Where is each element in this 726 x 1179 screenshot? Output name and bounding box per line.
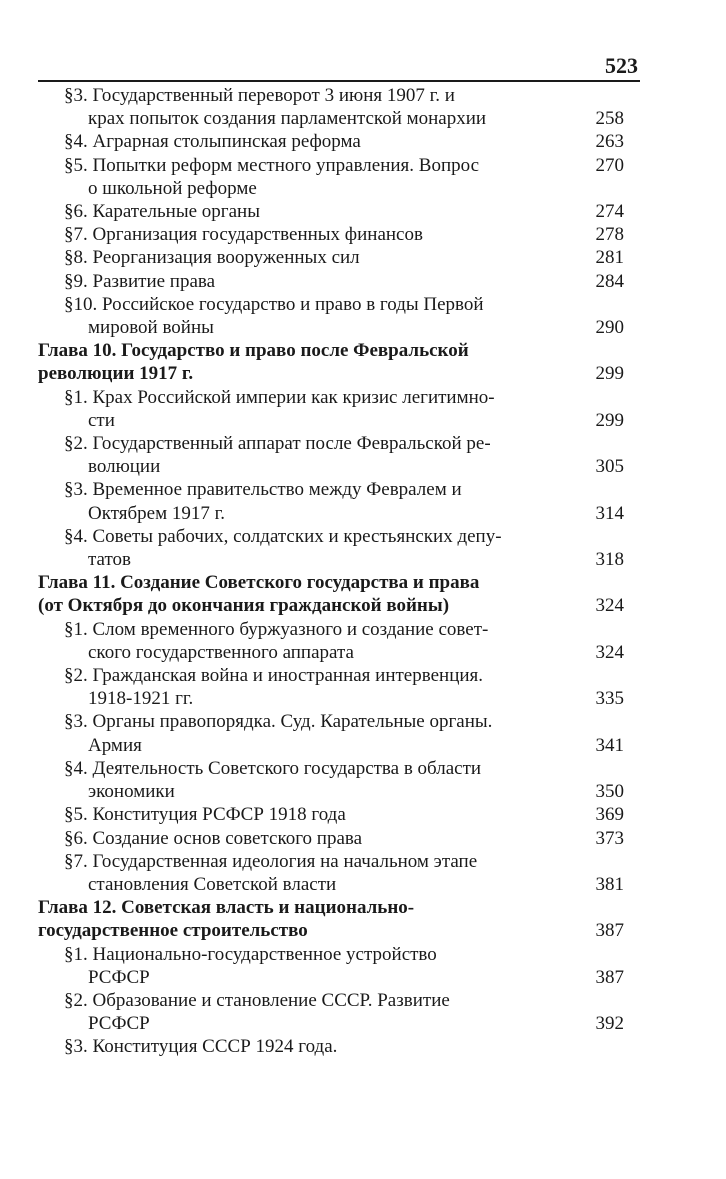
entry-title-line: §2. Образование и становление СССР. Развитие bbox=[64, 989, 450, 1011]
entry-title bbox=[38, 223, 624, 246]
toc-section-entry bbox=[38, 478, 624, 524]
toc-chapter-entry bbox=[38, 339, 624, 385]
entry-page-number: 284 bbox=[595, 270, 624, 292]
entry-title-line: мировой войны bbox=[88, 317, 214, 339]
entry-title bbox=[38, 571, 624, 617]
toc-section-entry bbox=[38, 850, 624, 896]
entry-title-line: экономики bbox=[88, 781, 175, 803]
entry-page-number: 305 bbox=[595, 456, 624, 478]
entry-title-line: §1. Крах Российской империи как кризис легитимно- bbox=[64, 386, 495, 408]
toc-section-entry bbox=[38, 432, 624, 478]
entry-title-line: §4. Деятельность Советского государства в области bbox=[64, 757, 482, 779]
entry-page-number: 373 bbox=[595, 827, 624, 849]
entry-title bbox=[38, 525, 624, 571]
entry-title-line: крах попыток создания парламентской монархии bbox=[88, 108, 487, 130]
toc-section-entry bbox=[38, 200, 624, 223]
entry-title-line: Глава 12. Советская власть и национально- bbox=[38, 897, 415, 919]
entry-page-number: 263 bbox=[595, 131, 624, 153]
entry-title bbox=[38, 432, 624, 478]
toc-section-entry bbox=[38, 246, 624, 269]
entry-title-line: Глава 11. Создание Советского государства и права bbox=[38, 572, 480, 594]
entry-page-number: 335 bbox=[595, 688, 624, 710]
entry-page-number: 274 bbox=[595, 201, 624, 223]
entry-page-number: 258 bbox=[595, 108, 624, 130]
toc-section-entry bbox=[38, 130, 624, 153]
entry-title bbox=[38, 618, 624, 664]
entry-title-line: §2. Государственный аппарат после Февральской ре- bbox=[64, 433, 491, 455]
entry-title-line: татов bbox=[88, 549, 132, 571]
entry-page-number: 324 bbox=[595, 641, 624, 663]
toc-section-entry bbox=[38, 223, 624, 246]
toc-section-entry bbox=[38, 84, 624, 130]
entry-title-line: §2. Гражданская война и иностранная интервенция. bbox=[64, 665, 484, 687]
entry-page-number: 387 bbox=[595, 920, 624, 942]
entry-title-line: волюции bbox=[88, 456, 161, 478]
entry-title-line: §6. Карательные органы bbox=[64, 201, 260, 223]
entry-title bbox=[38, 827, 624, 850]
entry-title-line: Октябрем 1917 г. bbox=[88, 502, 226, 524]
entry-page-number: 314 bbox=[595, 502, 624, 524]
entry-title-line: сти bbox=[88, 409, 115, 431]
toc-section-entry bbox=[38, 293, 624, 339]
entry-title-line: §8. Реорганизация вооруженных сил bbox=[64, 247, 360, 269]
entry-page-number: 299 bbox=[595, 363, 624, 385]
toc-section-entry bbox=[38, 943, 624, 989]
toc-section-entry bbox=[38, 757, 624, 803]
entry-title bbox=[38, 386, 624, 432]
entry-title-line: 1918-1921 гг. bbox=[88, 688, 194, 710]
entry-title-line: §5. Попытки реформ местного управления. Вопрос bbox=[64, 154, 480, 176]
entry-title bbox=[38, 989, 624, 1035]
entry-title bbox=[38, 943, 624, 989]
toc-section-entry bbox=[38, 803, 624, 826]
toc-section-entry bbox=[38, 270, 624, 293]
entry-page-number: 281 bbox=[595, 247, 624, 269]
entry-title-line: (от Октября до окончания гражданской войны) bbox=[38, 595, 450, 617]
entry-page-number: 318 bbox=[595, 549, 624, 571]
entry-title bbox=[38, 664, 624, 710]
entry-page-number: 387 bbox=[595, 966, 624, 988]
entry-title bbox=[38, 84, 624, 130]
toc-chapter-entry bbox=[38, 896, 624, 942]
toc-section-entry bbox=[38, 386, 624, 432]
entry-title-line: §3. Государственный переворот 3 июня 1907 г. и bbox=[64, 85, 455, 106]
entry-title-line: §1. Слом временного буржуазного и создание совет- bbox=[64, 618, 489, 640]
entry-page-number: 369 bbox=[595, 804, 624, 826]
entry-title bbox=[38, 293, 624, 339]
entry-page-number: 341 bbox=[595, 734, 624, 756]
entry-title-line: ского государственного аппарата bbox=[88, 641, 354, 663]
toc-section-entry bbox=[38, 989, 624, 1035]
entry-title-line: становления Советской власти bbox=[88, 873, 337, 895]
entry-page-number: 392 bbox=[595, 1013, 624, 1035]
header-rule bbox=[38, 80, 640, 82]
entry-title bbox=[38, 850, 624, 896]
entry-title-line: §10. Российское государство и право в годы Первой bbox=[64, 293, 484, 315]
entry-title bbox=[38, 154, 624, 200]
entry-title bbox=[38, 130, 624, 153]
entry-page-number: 381 bbox=[595, 873, 624, 895]
entry-title-line: государственное строительство bbox=[38, 920, 308, 942]
toc-section-entry bbox=[38, 710, 624, 756]
entry-page-number: 324 bbox=[595, 595, 624, 617]
entry-title-line: §3. Временное правительство между Февралем и bbox=[64, 479, 462, 501]
entry-page-number: 299 bbox=[595, 409, 624, 431]
entry-title bbox=[38, 246, 624, 269]
toc-section-entry bbox=[38, 525, 624, 571]
entry-title-line: §6. Создание основ советского права bbox=[64, 827, 363, 849]
entry-title-line: §4. Аграрная столыпинская реформа bbox=[64, 131, 361, 153]
entry-title-line: §7. Государственная идеология на начальном этапе bbox=[64, 850, 478, 872]
entry-title-line: о школьной реформе bbox=[88, 177, 257, 199]
entry-title bbox=[38, 757, 624, 803]
entry-title bbox=[38, 200, 624, 223]
toc-section-entry bbox=[38, 1035, 624, 1058]
entry-title-line: РСФСР bbox=[88, 966, 150, 988]
entry-title-line: революции 1917 г. bbox=[38, 363, 194, 385]
entry-title-line: Глава 10. Государство и право после Февральской bbox=[38, 340, 469, 362]
entry-title-line: §3. Органы правопорядка. Суд. Карательные органы. bbox=[64, 711, 493, 733]
entry-title bbox=[38, 478, 624, 524]
toc-section-entry bbox=[38, 618, 624, 664]
entry-title-line: §9. Развитие права bbox=[64, 270, 216, 292]
entry-page-number: 350 bbox=[595, 781, 624, 803]
table-of-contents bbox=[38, 84, 624, 1059]
entry-page-number: 290 bbox=[595, 317, 624, 339]
toc-section-entry bbox=[38, 827, 624, 850]
page-number: 523 bbox=[605, 53, 638, 78]
entry-title bbox=[38, 1035, 624, 1058]
entry-title bbox=[38, 710, 624, 756]
toc-section-entry bbox=[38, 664, 624, 710]
entry-title bbox=[38, 270, 624, 293]
entry-page-number: 270 bbox=[595, 154, 624, 176]
entry-title-line: §3. Конституция СССР 1924 года. bbox=[64, 1036, 338, 1058]
entry-title bbox=[38, 803, 624, 826]
entry-title-line: §5. Конституция РСФСР 1918 года bbox=[64, 804, 346, 826]
entry-title-line: §4. Советы рабочих, солдатских и крестьянских депу- bbox=[64, 525, 502, 547]
entry-title-line: Армия bbox=[88, 734, 142, 756]
entry-title bbox=[38, 339, 624, 385]
entry-title bbox=[38, 896, 624, 942]
entry-title-line: РСФСР bbox=[88, 1013, 150, 1035]
toc-section-entry bbox=[38, 154, 624, 200]
toc-chapter-entry bbox=[38, 571, 624, 617]
entry-title-line: §7. Организация государственных финансов bbox=[64, 224, 423, 246]
entry-title-line: §1. Национально-государственное устройство bbox=[64, 943, 437, 965]
entry-page-number: 278 bbox=[595, 224, 624, 246]
